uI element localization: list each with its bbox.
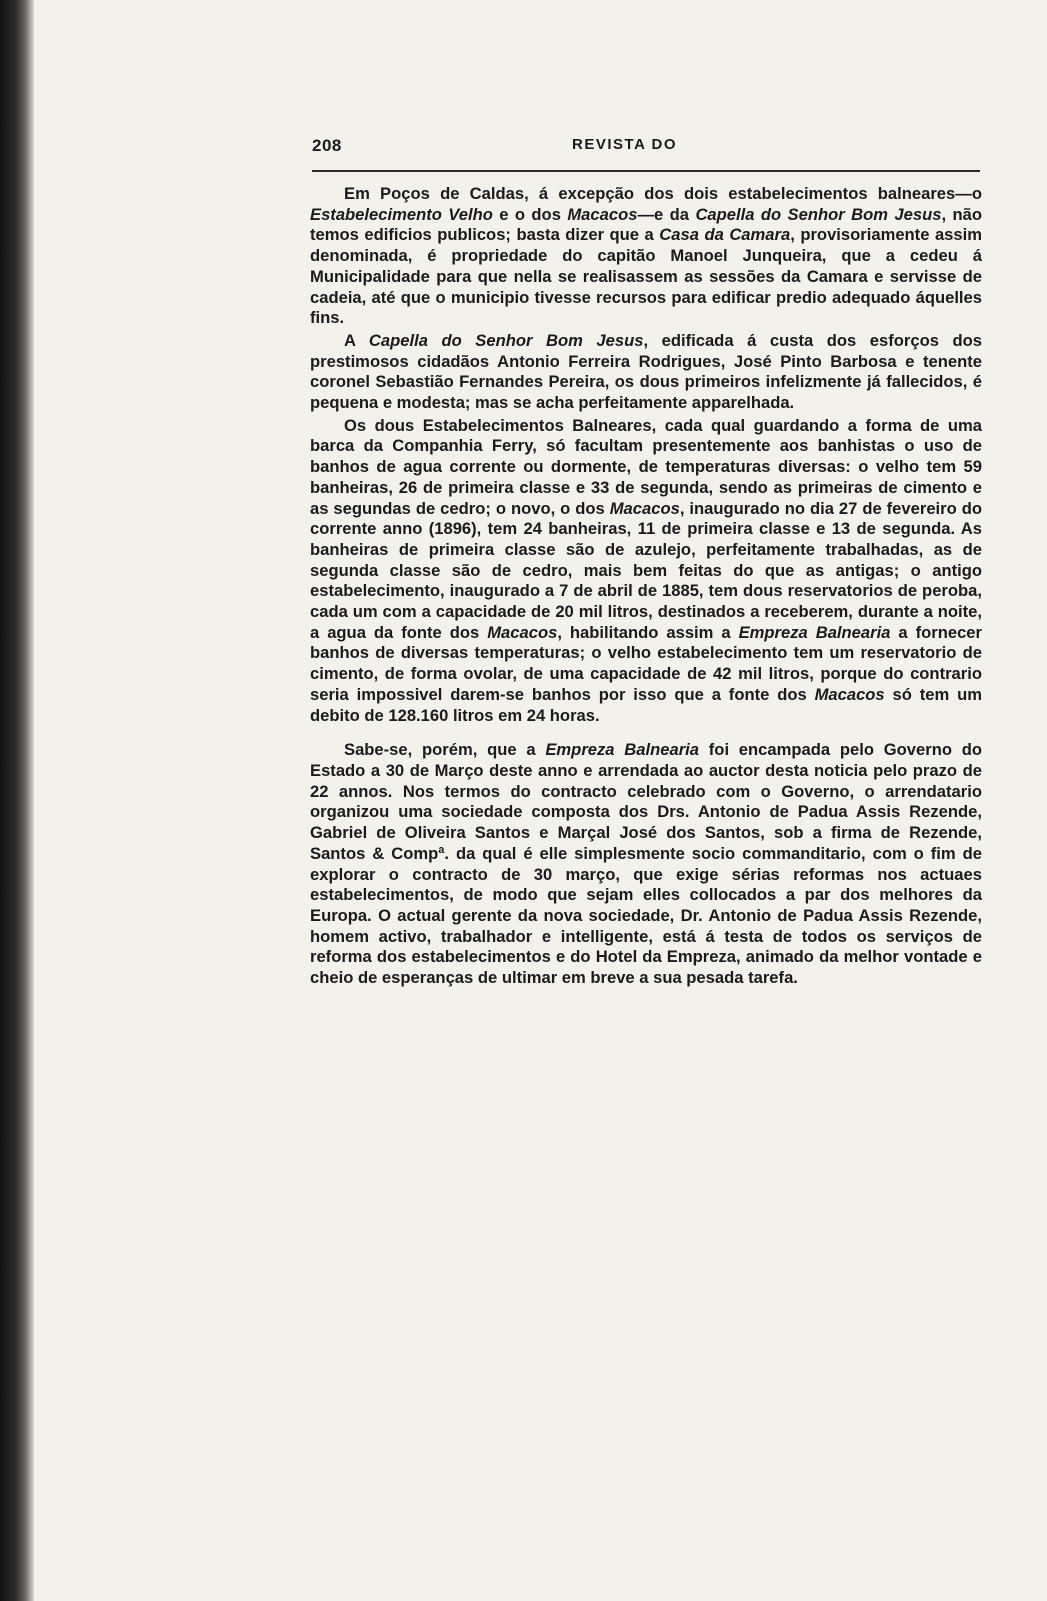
italic-text: Empreza Balnearia: [738, 622, 891, 642]
text-run: Os dous Estabelecimentos Balneares, cada qual guardando a forma de uma barca da Companhia Ferry, só facultam presentemente aos banhistas o uso de banhos de agua corrente ou dormente, de temperaturas diversas: o velho tem 59 banheiras, 26 de primeira classe e 33 de segunda, sendo as primeiras de cimento e as segundas de cedro; o novo, o dos: [310, 415, 982, 518]
paragraph: [310, 416, 982, 727]
text-run: Sabe-se, porém, que a: [344, 740, 546, 760]
italic-text: Macacos: [487, 622, 558, 642]
running-head: REVISTA DO: [572, 136, 678, 153]
text-run: , habilitando assim a: [557, 622, 739, 642]
text-run: foi encampada pelo Governo do Estado a 30 de Março deste anno e arrendada ao auctor desta noticia pelo prazo de 22 annos. Nos termos do contracto celebrado com o Governo, o arrendatario organizou uma sociedade composta dos Drs. Antonio de Padua Assis Rezende, Gabriel de Oliveira Santos e Marçal José dos Santos, sob a firma de Rezende, Santos & Compª. da qual é elle simplesmente socio commanditario, com o fim de explorar o contracto de 30 março, que exige sérias reformas nos actuaes estabelecimentos, de modo que sejam elles collocados a par dos melhores da Europa. O actual gerente da nova sociedade, Dr. Antonio de Padua Assis Rezende, homem activo, trabalhador e intelligente, está á testa de todos os serviços de reforma dos estabelecimentos e do Hotel da Empreza, animado da melhor vontade e cheio de esperanças de ultimar em breve a sua pesada tarefa.: [310, 740, 983, 988]
page-header: [312, 136, 982, 162]
italic-text: Macacos: [567, 204, 638, 224]
italic-text: Macacos: [814, 684, 885, 704]
book-binding-edge: [0, 0, 34, 1601]
paragraph: [310, 740, 982, 988]
page-number: 208: [312, 136, 342, 155]
italic-text: Capella do Senhor Bom Jesus: [368, 330, 644, 350]
italic-text: Casa da Camara: [659, 225, 791, 245]
text-run: só tem um debito de 128.160 litros em 24 horas.: [310, 684, 982, 725]
text-run: , inaugurado no dia 27 de fevereiro do corrente anno (1896), tem 24 banheiras, 11 de primeira classe e 13 de segunda. As banheiras de primeira classe são de azulejo, perfeitamente trabalhadas, as de segunda classe são de cedro, mais bem feitas do que as antigas; o antigo estabelecimento, inaugurado a 7 de abril de 1885, tem dous reservatorios de peroba, cada um com a capacidade de 20 mil litros, destinados a receberem, durante a noite, a agua da fonte dos: [310, 498, 982, 642]
paragraph: [310, 331, 982, 414]
text-run: a fornecer banhos de diversas temperaturas; o velho estabelecimento tem um reservatorio de cimento, de forma ovolar, de uma capacidade de 42 mil litros, porque do contrario seria impossivel darem-se banhos por isso que a fonte dos: [310, 622, 982, 704]
text-run: , edificada á custa dos esforços dos prestimosos cidadãos Antonio Ferreira Rodrigues, José Pinto Barbosa e tenente coronel Sebastião Fernandes Pereira, os dous primeiros infelizmente já fallecidos, é pequena e modesta; mas se acha perfeitamente apparelhada.: [310, 330, 982, 413]
text-run: —e da: [637, 204, 696, 224]
text-run: Em Poços de Caldas, á excepção dos dois estabelecimentos balneares—o: [344, 184, 982, 203]
text-run: A: [344, 330, 369, 350]
paragraph: [310, 184, 982, 329]
article-body: [310, 184, 982, 989]
italic-text: Estabelecimento Velho: [310, 204, 493, 224]
text-run: e o dos: [492, 204, 568, 224]
text-run: , não temos edificios publicos; basta dizer que a: [310, 204, 982, 245]
italic-text: Empreza Balnearia: [545, 740, 700, 760]
italic-text: Macacos: [609, 498, 680, 518]
header-rule: [312, 170, 980, 172]
text-run: , provisoriamente assim denominada, é propriedade do capitão Manoel Junqueira, que a cedeu á Municipalidade para que nella se realisassem as sessões da Camara e servisse de cadeia, até que o municipio tivesse recursos para edificar predio adequado áquelles fins.: [310, 225, 982, 328]
italic-text: Capella do Senhor Bom Jesus: [695, 204, 942, 224]
